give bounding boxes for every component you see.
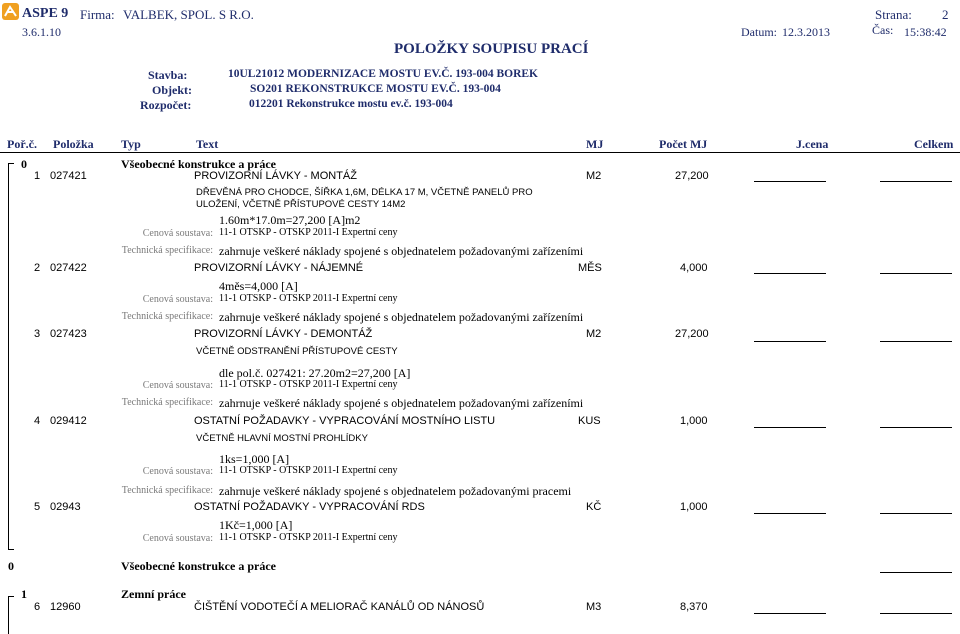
total-blank bbox=[880, 513, 952, 514]
cenova-value: 11-1 OTSKP - OTSKP 2011-I Expertní ceny bbox=[219, 293, 398, 304]
col-polozka: Položka bbox=[53, 137, 94, 151]
date-label: Datum: bbox=[741, 25, 777, 39]
item-name: PROVIZORNÍ LÁVKY - NÁJEMNÉ bbox=[194, 262, 364, 274]
price-blank bbox=[754, 341, 826, 342]
section-bracket bbox=[8, 596, 9, 634]
section-number: 1 bbox=[21, 587, 27, 601]
total-blank bbox=[880, 341, 952, 342]
item-qty: 1,000 bbox=[680, 415, 708, 427]
page-number: 2 bbox=[942, 7, 949, 22]
item-description: VČETNĚ HLAVNÍ MOSTNÍ PROHLÍDKY bbox=[196, 433, 368, 444]
col-text: Text bbox=[196, 137, 219, 151]
item-code: 027422 bbox=[50, 262, 87, 274]
firm-label: Firma: bbox=[80, 7, 115, 22]
total-blank bbox=[880, 181, 952, 182]
item-description: VČETNĚ ODSTRANĚNÍ PŘÍSTUPOVÉ CESTY bbox=[196, 346, 398, 357]
time-label: Čas: bbox=[872, 23, 894, 37]
col-cena: J.cena bbox=[796, 137, 829, 151]
item-mj: M3 bbox=[586, 601, 602, 613]
section-number: 0 bbox=[8, 559, 14, 573]
item-code: 027423 bbox=[50, 328, 87, 340]
objekt-label: Objekt: bbox=[152, 83, 192, 97]
item-number: 6 bbox=[34, 601, 41, 613]
cenova-label: Cenová soustava: bbox=[142, 533, 213, 544]
price-blank bbox=[754, 613, 826, 614]
technicka-label: Technická specifikace: bbox=[121, 245, 213, 256]
total-blank bbox=[880, 427, 952, 428]
col-celkem: Celkem bbox=[914, 137, 954, 151]
total-blank bbox=[880, 613, 952, 614]
cenova-label: Cenová soustava: bbox=[142, 466, 213, 477]
col-mj: MJ bbox=[586, 137, 604, 151]
price-blank bbox=[754, 427, 826, 428]
item-description: DŘEVĚNÁ PRO CHODCE, ŠÍŘKA 1,6M, DÉLKA 17 M, VČETNĚ PANELŮ PRO bbox=[196, 187, 533, 198]
item-mj: KUS bbox=[578, 415, 601, 427]
technicka-label: Technická specifikace: bbox=[121, 397, 213, 408]
col-porc: Poř.č. bbox=[7, 137, 37, 151]
cenova-label: Cenová soustava: bbox=[142, 228, 213, 239]
item-formula: 1.60m*17.0m=27,200 [A]m2 bbox=[219, 213, 361, 227]
item-formula: dle pol.č. 027421: 27.20m2=27,200 [A] bbox=[219, 366, 411, 380]
section-bracket bbox=[8, 163, 9, 549]
item-qty: 27,200 bbox=[675, 328, 709, 340]
section-number: 0 bbox=[21, 157, 27, 171]
item-formula: 1ks=1,000 [A] bbox=[219, 452, 290, 466]
item-name: PROVIZORNÍ LÁVKY - MONTÁŽ bbox=[194, 170, 357, 182]
price-blank bbox=[754, 273, 826, 274]
item-name: OSTATNÍ POŽADAVKY - VYPRACOVÁNÍ RDS bbox=[194, 501, 425, 513]
cenova-value: 11-1 OTSKP - OTSKP 2011-I Expertní ceny bbox=[219, 532, 398, 543]
technicka-value: zahrnuje veškeré náklady spojené s objednatelem požadovanými zařízeními bbox=[219, 244, 584, 258]
item-qty: 27,200 bbox=[675, 170, 709, 182]
app-logo bbox=[2, 3, 19, 20]
item-number: 5 bbox=[34, 501, 41, 513]
stavba-label: Stavba: bbox=[148, 68, 188, 82]
cenova-label: Cenová soustava: bbox=[142, 380, 213, 391]
time-value: 15:38:42 bbox=[904, 25, 947, 39]
cenova-value: 11-1 OTSKP - OTSKP 2011-I Expertní ceny bbox=[219, 379, 398, 390]
stavba-value: 10UL21012 MODERNIZACE MOSTU EV.Č. 193-004 BOREK bbox=[228, 68, 538, 80]
header-divider bbox=[0, 152, 960, 153]
item-number: 1 bbox=[34, 170, 41, 182]
item-name: ČIŠTĚNÍ VODOTEČÍ A MELIORAČ KANÁLŮ OD NÁNOSŮ bbox=[194, 601, 485, 613]
app-name: ASPE 9 bbox=[22, 6, 69, 21]
logo-icon bbox=[2, 3, 19, 20]
page-label: Strana: bbox=[875, 7, 912, 22]
section-total-blank bbox=[880, 572, 952, 573]
item-mj: M2 bbox=[586, 170, 602, 182]
rozpocet-label: Rozpočet: bbox=[140, 98, 192, 112]
item-name: OSTATNÍ POŽADAVKY - VYPRACOVÁNÍ MOSTNÍHO LISTU bbox=[194, 415, 496, 427]
col-pocet: Počet MJ bbox=[659, 137, 708, 151]
item-qty: 1,000 bbox=[680, 501, 708, 513]
item-code: 02943 bbox=[50, 501, 81, 513]
technicka-value: zahrnuje veškeré náklady spojené s objednatelem požadovanými zařízeními bbox=[219, 310, 584, 324]
item-mj: MĚS bbox=[578, 262, 602, 274]
item-name: PROVIZORNÍ LÁVKY - DEMONTÁŽ bbox=[194, 328, 373, 340]
section-tick bbox=[8, 549, 14, 550]
item-code: 029412 bbox=[50, 415, 87, 427]
section-tick bbox=[8, 163, 14, 164]
item-code: 027421 bbox=[50, 170, 87, 182]
rozpocet-value: 012201 Rekonstrukce mostu ev.č. 193-004 bbox=[249, 98, 453, 110]
item-mj: M2 bbox=[586, 328, 602, 340]
section-title: Všeobecné konstrukce a práce bbox=[121, 559, 276, 573]
technicka-value: zahrnuje veškeré náklady spojené s objednatelem požadovanými pracemi bbox=[219, 484, 572, 498]
cenova-value: 11-1 OTSKP - OTSKP 2011-I Expertní ceny bbox=[219, 465, 398, 476]
item-number: 3 bbox=[34, 328, 41, 340]
objekt-value: SO201 REKONSTRUKCE MOSTU EV.Č. 193-004 bbox=[250, 83, 501, 95]
date-value: 12.3.2013 bbox=[782, 25, 830, 39]
item-number: 4 bbox=[34, 415, 41, 427]
section-title: Zemní práce bbox=[121, 587, 186, 601]
item-description: ULOŽENÍ, VČETNĚ PŘÍSTUPOVÉ CESTY 14M2 bbox=[196, 199, 406, 210]
cenova-label: Cenová soustava: bbox=[142, 294, 213, 305]
col-typ: Typ bbox=[121, 137, 141, 151]
item-formula: 1Kč=1,000 [A] bbox=[219, 518, 293, 532]
item-number: 2 bbox=[34, 262, 41, 274]
price-blank bbox=[754, 513, 826, 514]
cenova-value: 11-1 OTSKP - OTSKP 2011-I Expertní ceny bbox=[219, 227, 398, 238]
technicka-label: Technická specifikace: bbox=[121, 485, 213, 496]
section-title: Všeobecné konstrukce a práce bbox=[121, 157, 276, 171]
page-title: POLOŽKY SOUPISU PRACÍ bbox=[394, 41, 589, 57]
item-formula: 4měs=4,000 [A] bbox=[219, 279, 298, 293]
item-mj: KČ bbox=[586, 501, 602, 513]
item-code: 12960 bbox=[50, 601, 81, 613]
item-qty: 4,000 bbox=[680, 262, 708, 274]
firm-name: VALBEK, SPOL. S R.O. bbox=[123, 7, 254, 22]
technicka-value: zahrnuje veškeré náklady spojené s objednatelem požadovanými zařízeními bbox=[219, 396, 584, 410]
total-blank bbox=[880, 273, 952, 274]
price-blank bbox=[754, 181, 826, 182]
version: 3.6.1.10 bbox=[22, 25, 61, 39]
section-tick bbox=[8, 596, 14, 597]
item-qty: 8,370 bbox=[680, 601, 708, 613]
technicka-label: Technická specifikace: bbox=[121, 311, 213, 322]
